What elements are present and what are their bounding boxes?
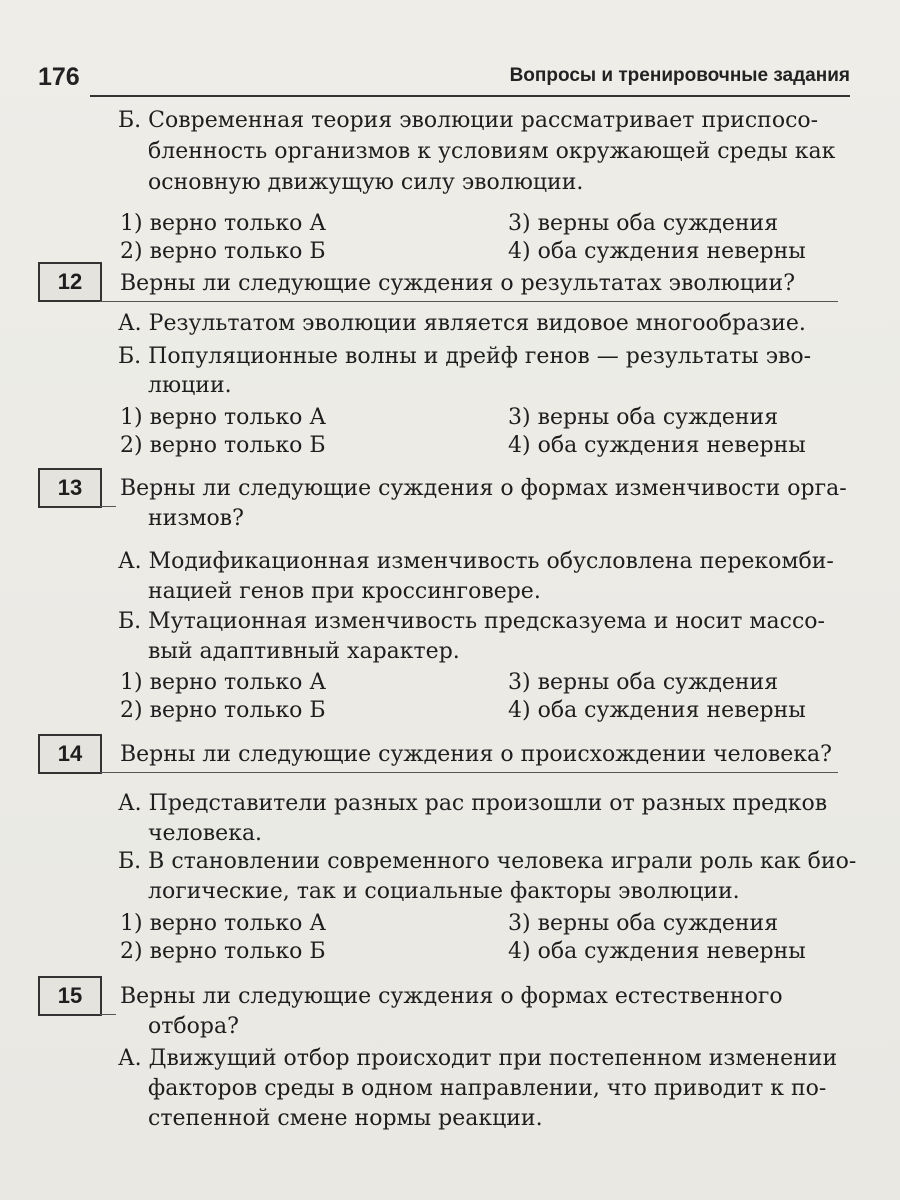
answer-option-3: 3) верны оба суждения [508,911,779,936]
statement-a-line: человека. [148,821,263,846]
answer-option-4: 4) оба суждения неверны [508,433,806,458]
page-number: 176 [38,63,80,91]
question-text: Верны ли следующие суждения о формах изменчивости орга- [120,476,847,501]
question-number-badge: 13 [38,468,102,508]
question-text: отбора? [148,1014,239,1039]
statement-b-line: вый адаптивный характер. [148,639,460,664]
statement-a-line: нацией генов при кроссинговере. [148,579,541,604]
statement-b-line: люции. [148,373,232,398]
question-rule [100,1014,116,1015]
statement-b-line: основную движущую силу эволюции. [148,170,584,195]
question-rule [100,301,838,302]
page-content [0,100,900,1200]
statement-a-line: факторов среды в одном направлении, что приводит к по- [148,1076,827,1101]
statement-a: А. Движущий отбор происходит при постепенном изменении [118,1046,838,1071]
statement-b-line: логические, так и социальные факторы эволюции. [148,879,740,904]
answer-option-1: 1) верно только А [120,405,326,430]
question-number-badge: 14 [38,734,102,774]
answer-option-2: 2) верно только Б [120,698,326,723]
question-number-badge: 12 [38,262,102,302]
answer-option-3: 3) верны оба суждения [508,405,779,430]
question-rule [100,772,838,773]
question-text: низмов? [148,506,244,531]
statement-a-line: степенной смене нормы реакции. [148,1106,543,1131]
statement-b-line: Б. Популяционные волны и дрейф генов — результаты эво- [118,344,812,369]
answer-option-1: 1) верно только А [120,211,326,236]
question-text: Верны ли следующие суждения о происхождении человека? [120,742,832,767]
answer-option-3: 3) верны оба суждения [508,670,779,695]
statement-b-line: Б. В становлении современного человека играли роль как био- [118,849,857,874]
question-number-badge: 15 [38,976,102,1016]
running-title: Вопросы и тренировочные задания [509,65,850,86]
answer-option-4: 4) оба суждения неверны [508,939,806,964]
answer-option-4: 4) оба суждения неверны [508,239,806,264]
answer-option-2: 2) верно только Б [120,939,326,964]
statement-a: А. Результатом эволюции является видовое многообразие. [118,311,806,336]
statement-b-line: бленность организмов к условиям окружающей среды как [148,139,836,164]
answer-option-2: 2) верно только Б [120,433,326,458]
answer-option-3: 3) верны оба суждения [508,211,779,236]
answer-option-4: 4) оба суждения неверны [508,698,806,723]
answer-option-1: 1) верно только А [120,911,326,936]
answer-option-2: 2) верно только Б [120,239,326,264]
question-text: Верны ли следующие суждения о формах естественного [120,984,783,1009]
question-text: Верны ли следующие суждения о результатах эволюции? [120,271,795,296]
statement-a: А. Модификационная изменчивость обусловлена перекомби- [118,549,834,574]
statement-b-line: Б. Современная теория эволюции рассматривает приспосо- [118,108,819,133]
header-rule [90,95,850,97]
answer-option-1: 1) верно только А [120,670,326,695]
statement-a: А. Представители разных рас произошли от разных предков [118,791,828,816]
question-rule [100,506,116,507]
statement-b-line: Б. Мутационная изменчивость предсказуема и носит массо- [118,609,825,634]
page-header [38,55,850,95]
